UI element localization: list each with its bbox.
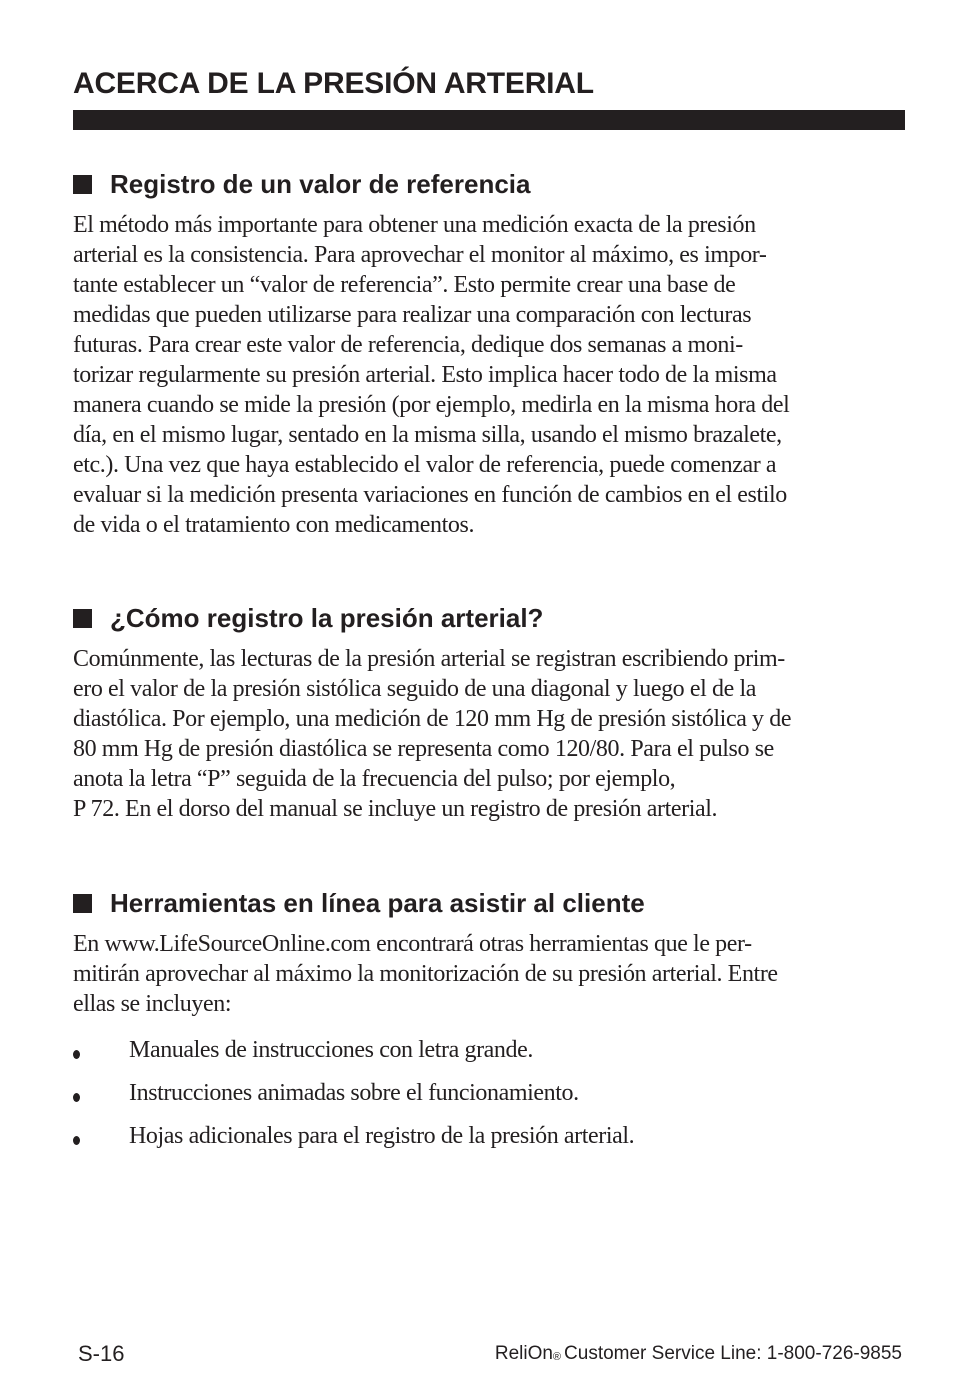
square-bullet-icon xyxy=(73,894,92,913)
section-heading xyxy=(73,887,905,919)
section-registro-valor-referencia xyxy=(73,168,905,540)
bullet-list xyxy=(73,1035,905,1151)
text-line: medidas que pueden utilizarse para realizar una comparación con lecturas xyxy=(73,302,752,328)
text-line: P 72. En el dorso del manual se incluye un registro de presión arterial. xyxy=(73,796,718,822)
section-body xyxy=(73,929,905,1019)
text-line: futuras. Para crear este valor de referencia, dedique dos semanas a moni- xyxy=(73,332,743,358)
text-line: tante establecer un “valor de referencia”. Esto permite crear una base de xyxy=(73,272,736,298)
list-item-text: Manuales de instrucciones con letra grande. xyxy=(129,1037,533,1063)
brand-name: ReliOn xyxy=(494,1343,553,1364)
section-como-registro xyxy=(73,602,905,824)
service-line-text: Customer Service Line: 1-800-726-9855 xyxy=(564,1343,902,1364)
text-line: torizar regularmente su presión arterial. Esto implica hacer todo de la misma xyxy=(73,362,777,388)
section-heading-text: ¿Cómo registro la presión arterial? xyxy=(110,603,544,633)
section-heading xyxy=(73,602,905,634)
bullet-dot-icon xyxy=(73,1093,80,1102)
text-line: etc.). Una vez que haya establecido el valor de referencia, puede comenzar a xyxy=(73,452,777,478)
section-heading xyxy=(73,168,905,200)
text-line: El método más importante para obtener una medición exacta de la presión xyxy=(73,212,756,238)
page-number: S-16 xyxy=(78,1341,125,1366)
list-item xyxy=(73,1121,905,1151)
list-item xyxy=(73,1035,905,1065)
section-body xyxy=(73,210,905,540)
square-bullet-icon xyxy=(73,609,92,628)
text-line: ero el valor de la presión sistólica seguido de una diagonal y luego el de la xyxy=(73,676,756,702)
customer-service-line xyxy=(495,1340,902,1371)
list-item xyxy=(73,1078,905,1108)
title-rule xyxy=(73,110,905,130)
text-line: día, en el mismo lugar, sentado en la misma silla, usando el mismo brazalete, xyxy=(73,422,782,448)
text-line: ellas se incluyen: xyxy=(73,991,232,1017)
text-line: anota la letra “P” seguida de la frecuencia del pulso; por ejemplo, xyxy=(73,766,676,792)
section-herramientas-en-linea xyxy=(73,887,905,1164)
text-line: de vida o el tratamiento con medicamentos. xyxy=(73,512,475,538)
registered-mark: ® xyxy=(552,1351,562,1363)
text-line: arterial es la consistencia. Para aprovechar el monitor al máximo, es impor- xyxy=(73,242,767,268)
list-item-text: Hojas adicionales para el registro de la presión arterial. xyxy=(129,1123,635,1149)
text-line: Comúnmente, las lecturas de la presión arterial se registran escribiendo prim- xyxy=(73,646,785,672)
square-bullet-icon xyxy=(73,175,92,194)
section-heading-text: Herramientas en línea para asistir al cliente xyxy=(110,888,645,918)
text-line: En www.LifeSourceOnline.com encontrará otras herramientas que le per- xyxy=(73,931,752,957)
bullet-dot-icon xyxy=(73,1136,80,1145)
text-line: mitirán aprovechar al máximo la monitorización de su presión arterial. Entre xyxy=(73,961,778,987)
text-line: manera cuando se mide la presión (por ejemplo, medirla en la misma hora del xyxy=(73,392,790,418)
page-title: ACERCA DE LA PRESIÓN ARTERIAL xyxy=(73,67,594,100)
section-body xyxy=(73,644,905,824)
text-line: evaluar si la medición presenta variaciones en función de cambios en el estilo xyxy=(73,482,787,508)
section-heading-text: Registro de un valor de referencia xyxy=(110,169,531,199)
text-line: 80 mm Hg de presión diastólica se representa como 120/80. Para el pulso se xyxy=(73,736,774,762)
bullet-dot-icon xyxy=(73,1050,80,1059)
text-line: diastólica. Por ejemplo, una medición de 120 mm Hg de presión sistólica y de xyxy=(73,706,792,732)
list-item-text: Instrucciones animadas sobre el funcionamiento. xyxy=(129,1080,579,1106)
